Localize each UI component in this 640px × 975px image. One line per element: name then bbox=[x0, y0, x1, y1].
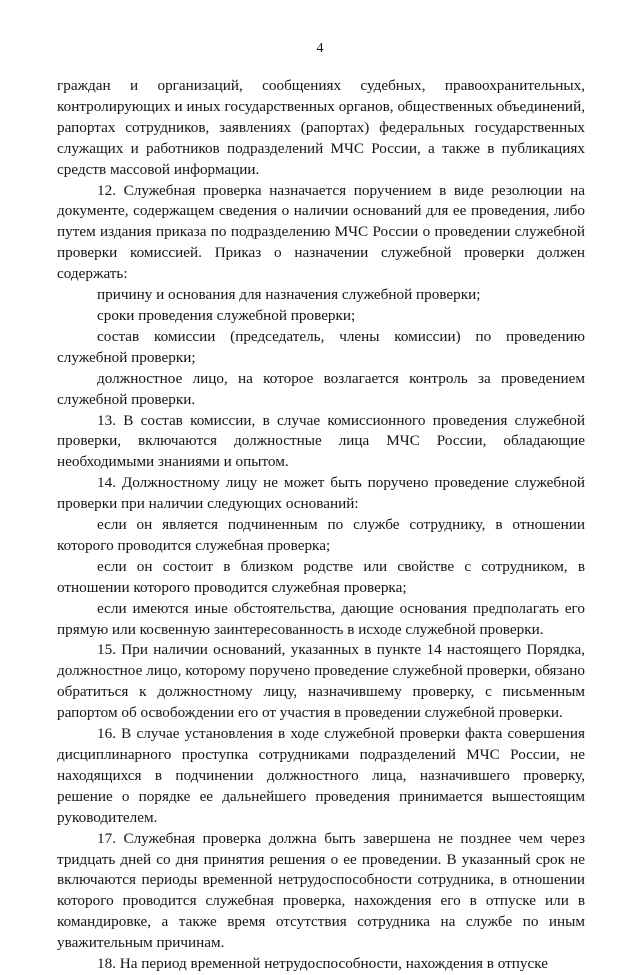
ground-item: если он является подчиненным по службе сотруднику, в отношении которого проводится служебная проверка; bbox=[57, 516, 585, 554]
paragraph-item-15: 15. При наличии оснований, указанных в пункте 14 настоящего Порядка, должностное лицо, которому поручено проведение служебной проверки, обязано обратиться к должностному лицу, назначившему проверку, с письменным рапортом об освобождении его от участия в проведении служебной проверки. bbox=[57, 641, 585, 722]
order-content-item: состав комиссии (председатель, члены комиссии) по проведению служебной проверки; bbox=[57, 327, 585, 366]
paragraph-item-18: 18. На период временной нетрудоспособности, нахождения в отпуске bbox=[97, 955, 549, 973]
paragraph-item-12: 12. Служебная проверка назначается поручением в виде резолюции на документе, содержащем сведения о наличии оснований для ее проведения, либо путем издания приказа по подразделению МЧС России о проведении служебной проверки комиссией. Приказ о назначении служебной проверки должен содержать: bbox=[57, 181, 585, 283]
paragraph-item-13: 13. В состав комиссии, в случае комиссионного проведения служебной проверки, включаются должностные лица МЧС России, обладающие необходимыми знаниями и опытом. bbox=[57, 411, 585, 471]
order-content-item: причину и основания для назначения служебной проверки; bbox=[97, 286, 481, 304]
paragraph-item-14: 14. Должностному лицу не может быть поручено проведение служебной проверки при наличии следующих оснований: bbox=[57, 474, 585, 513]
paragraph: граждан и организаций, сообщениях судебных, правоохранительных, контролирующих и иных государственных органов, общественных объединений, рапортах сотрудников, заявлениях (рапортах) федеральных государственных служащих и работников подразделений МЧС России, а также в публикациях средств массовой информации. bbox=[57, 77, 585, 178]
ground-item: если имеются иные обстоятельства, дающие основания предполагать его прямую или косвенную заинтересованность в исходе служебной проверки. bbox=[57, 599, 585, 638]
paragraph-item-17: 17. Служебная проверка должна быть завершена не позднее чем через тридцать дней со дня принятия решения о ее проведении. В указанный срок не включаются периоды временной нетрудоспособности сотрудника, в отношении которого проводится служебная проверка, нахождения его в отпуске или в командировке, а также время отсутствия сотрудника на службе по иным уважительным причинам. bbox=[57, 829, 585, 952]
paragraph-item-16: 16. В случае установления в ходе служебной проверки факта совершения дисциплинарного проступка сотрудниками подразделений МЧС России, не находящихся в подчинении должностного лица, назначившего проверку, решение о порядке ее дальнейшего проведения принимается вышестоящим руководителем. bbox=[57, 725, 585, 826]
order-content-item: сроки проведения служебной проверки; bbox=[97, 306, 356, 324]
order-content-item: должностное лицо, на которое возлагается контроль за проведением служебной проверки. bbox=[57, 369, 585, 408]
page-number: 4 bbox=[316, 41, 324, 56]
ground-item: если он состоит в близком родстве или свойстве с сотрудником, в отношении которого проводится служебная проверка; bbox=[57, 557, 585, 596]
document-body bbox=[57, 76, 585, 975]
